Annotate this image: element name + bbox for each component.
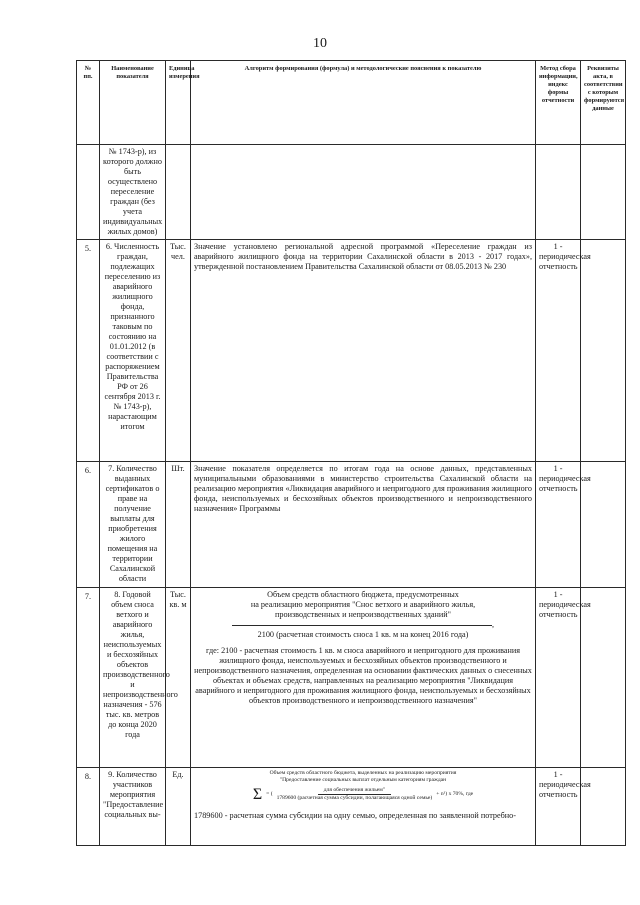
formula-open: = ( [266,790,273,797]
formula-line: "Предоставление социальных выплат отдельным категориям граждан [279,777,447,784]
formula-line: Объем средств областного бюджета, предусмотренных [267,590,459,599]
table-row [77,462,626,588]
unit: Тыс. кв. м [166,588,191,768]
row-number: 7. [77,588,100,768]
method [536,145,581,240]
header-unit: Единица измерения [166,61,191,145]
header-method: Метод сбора информации, индекс формы отчетности [536,61,581,145]
row-number [77,145,100,240]
formula-close: + n¹) x 70%, где [436,790,474,797]
table-row [77,768,626,846]
table-row [77,145,626,240]
algorithm [191,145,536,240]
header-num: № пп. [77,61,100,145]
method: 1 - периодическая отчетность [536,588,581,768]
formula-explanation: где: 2100 - расчетная стоимость 1 кв. м сноса аварийного и непригодного для проживания жилищного фонда, неиспользуемых и бесхозяйных объектов производственного и непроизводственного назначения, определенная на основании фактических данных о снесенных объектах и объемах средств, направленных на реализацию мероприятия "Ликвидация аварийного и непригодного для проживания жилищного фонда, неиспользуемых и бесхозяйных объектов производственного и непроизводственного назначения" [194,646,532,705]
formula-denominator: 1789600 (расчетная сумма субсидии, полагающаяся одной семье) [276,795,433,802]
method: 1 - периодическая отчетность [536,240,581,462]
formula [194,590,532,640]
table-row [77,588,626,768]
fraction-bar [232,623,492,626]
method: 1 - периодическая отчетность [536,462,581,588]
algorithm: Значение показателя определяется по итогам года на основе данных, представленных муниципальными образованиями в министерство строительства Сахалинской области на реализацию мероприятия «Ликвидация аварийного и непригодного для проживания жилищного фонда, неиспользуемых и бесхозяйных объектов производственного и непроизводственного назначения» Программы [191,462,536,588]
formula-line: производственных и непроизводственных зданий" [275,610,451,619]
algorithm-cell [191,768,536,846]
unit: Шт. [166,462,191,588]
row-number: 5. [77,240,100,462]
formula [194,770,532,803]
indicator-name: № 1743-р), из которого должно быть осуществлено переселение граждан (без учета индивидуальных жилых домов) [100,145,166,240]
row-number: 6. [77,462,100,588]
header-props: Реквизиты акта, в соответствии с которым формируются данные [581,61,626,145]
header-algo: Алгоритм формирования (формула) и методологические пояснения к показателю [191,61,536,145]
formula-tail: , [491,620,495,629]
algorithm-cell [191,588,536,768]
sigma-symbol: Σ [252,785,263,803]
formula-explanation: 1789600 - расчетная сумма субсидии на одну семью, определенная по заявленной потребно- [194,810,516,820]
formula-line: для обеспечения жильем" [318,787,391,795]
unit: Ед. [166,768,191,846]
row-number: 8. [77,768,100,846]
indicator-table [76,60,626,846]
formula-denominator: 2100 (расчетная стоимость сноса 1 кв. м на конец 2016 года) [257,630,469,639]
requisites [581,145,626,240]
unit: Тыс. чел. [166,240,191,462]
indicator-name: 8. Годовой объем сноса ветхого и аварийного жилья, неиспользуемых и бесхозяйных объектов производственного и непроизводственного назначения - 576 тыс. кв. метров до конца 2020 года [100,588,166,768]
table-row [77,240,626,462]
page-number: 10 [313,36,327,51]
method: 1 - периодическая отчетность [536,768,581,846]
indicator-name: 7. Количество выданных сертификатов о праве на получение выплаты для приобретения жилого помещения на территории Сахалинской области [100,462,166,588]
indicator-name: 9. Количество участников мероприятия "Предоставление социальных вы- [100,768,166,846]
algorithm: Значение установлено региональной адресной программой «Переселение граждан из аварийного жилищного фонда на территории Сахалинской области в 2013 - 2017 годах», утвержденной постановлением Правительства Сахалинской области от 08.05.2013 № 230 [191,240,536,462]
table-header-row [77,61,626,145]
unit [166,145,191,240]
header-name: Наименование показателя [100,61,166,145]
requisites [581,240,626,462]
indicator-name: 6. Численность граждан, подлежащих переселению из аварийного жилищного фонда, признанного таковым по состоянию на 01.01.2012 (в соответствии с распоряжением Правительства РФ от 26 сентября 2013 г. № 1743-р), нарастающим итогом [100,240,166,462]
requisites [581,588,626,768]
formula-line: на реализацию мероприятия "Снос ветхого и аварийного жилья, [250,600,476,609]
formula-line: Объем средств областного бюджета, выделенных на реализацию мероприятия [269,770,457,776]
